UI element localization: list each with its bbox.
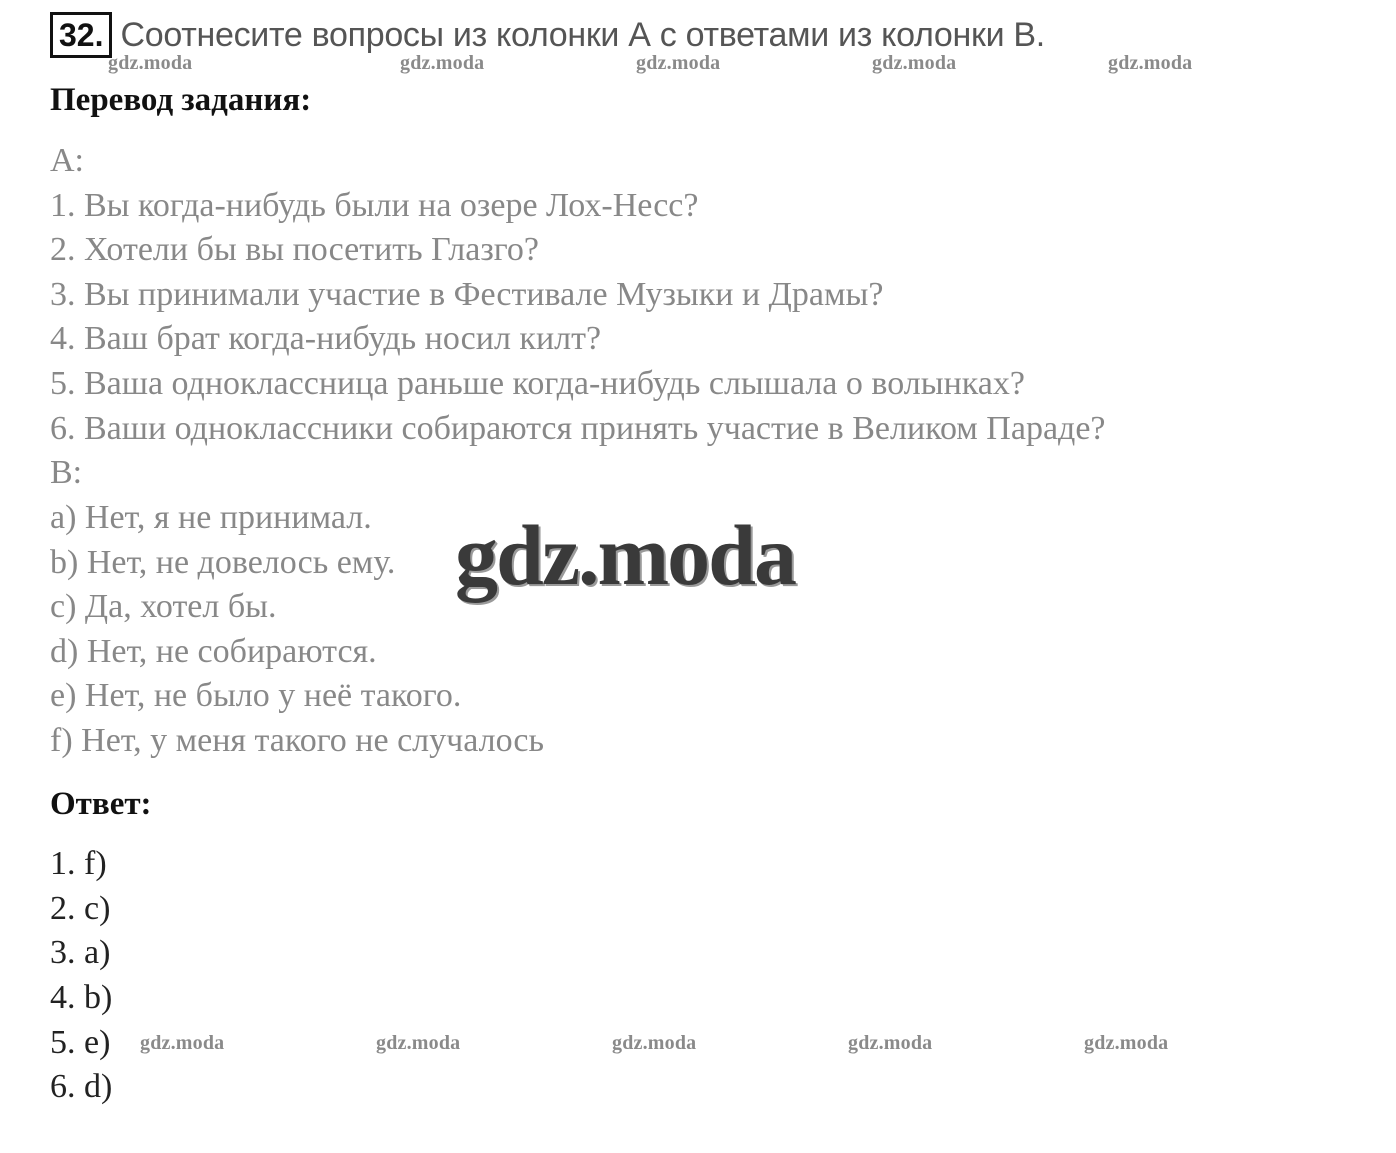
watermark: gdz.moda (1108, 52, 1193, 74)
watermark: gdz.moda (376, 1032, 461, 1054)
watermark: gdz.moda (612, 1032, 697, 1054)
column-a-label: А: (50, 142, 84, 179)
answer-option: e) Нет, не было у неё такого. (50, 677, 462, 714)
task-number: 32. (50, 12, 112, 58)
answer-title: Ответ: (50, 786, 152, 822)
watermark: gdz.moda (400, 52, 485, 74)
answer-option: c) Да, хотел бы. (50, 588, 277, 625)
watermark-large: gdz.moda (455, 507, 795, 603)
question-item: 2. Хотели бы вы посетить Глазго? (50, 231, 539, 268)
answer-item: 1. f) (50, 845, 107, 882)
question-item: 6. Ваши одноклассники собираются принять участие в Великом Параде? (50, 410, 1106, 447)
answer-option: f) Нет, у меня такого не случалось (50, 722, 545, 759)
watermark: gdz.moda (636, 52, 721, 74)
question-item: 1. Вы когда-нибудь были на озере Лох-Несс? (50, 187, 699, 224)
answer-item: 2. c) (50, 890, 111, 927)
watermark: gdz.moda (108, 52, 193, 74)
answer-option: d) Нет, не собираются. (50, 633, 377, 670)
task-instruction: Соотнесите вопросы из колонки А с ответами из колонки В. (120, 15, 1045, 54)
answer-item: 3. a) (50, 934, 111, 971)
question-item: 4. Ваш брат когда-нибудь носил килт? (50, 320, 602, 357)
answer-option: b) Нет, не довелось ему. (50, 544, 396, 581)
watermark: gdz.moda (1084, 1032, 1169, 1054)
answer-item: 4. b) (50, 979, 113, 1016)
column-b-label: В: (50, 454, 83, 491)
answer-item: 6. d) (50, 1068, 113, 1105)
question-item: 5. Ваша одноклассница раньше когда-нибудь слышала о волынках? (50, 365, 1025, 402)
watermark: gdz.moda (872, 52, 957, 74)
question-item: 3. Вы принимали участие в Фестивале Музыки и Драмы? (50, 276, 884, 313)
translation-title: Перевод задания: (50, 82, 312, 118)
watermark: gdz.moda (848, 1032, 933, 1054)
answer-item: 5. e) (50, 1024, 111, 1061)
answer-option: a) Нет, я не принимал. (50, 499, 372, 536)
watermark: gdz.moda (140, 1032, 225, 1054)
